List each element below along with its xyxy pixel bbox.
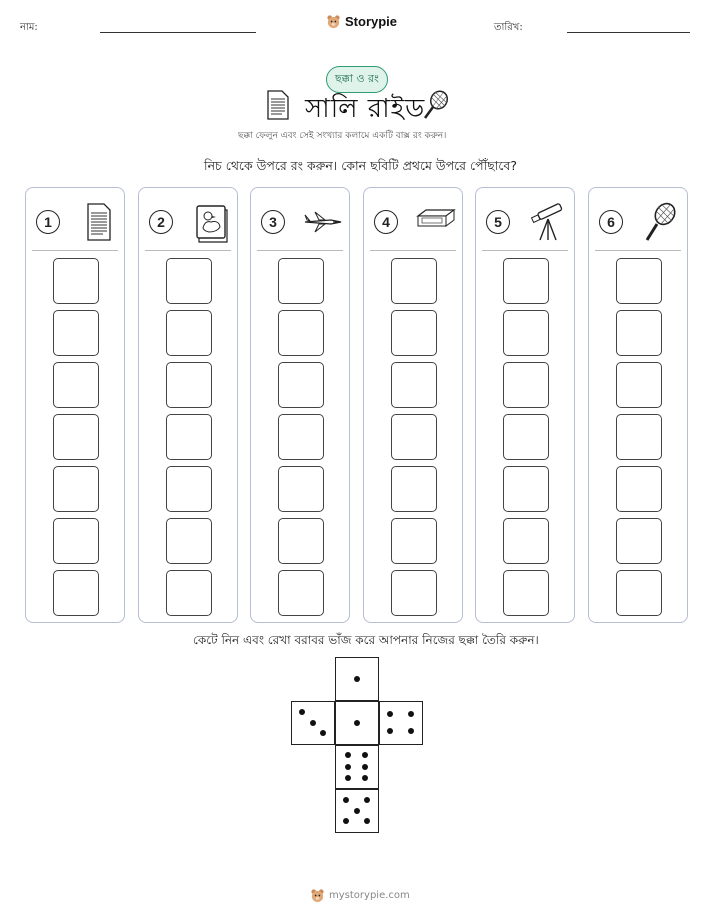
color-box[interactable] xyxy=(616,466,662,512)
mattress-icon xyxy=(414,200,458,244)
divider xyxy=(595,250,681,251)
pip xyxy=(364,797,370,803)
color-box[interactable] xyxy=(503,258,549,304)
column-header xyxy=(259,200,341,248)
column-1 xyxy=(25,187,125,623)
color-box[interactable] xyxy=(616,518,662,564)
instruction: নিচ থেকে উপরে রং করুন। কোন ছবিটি প্রথমে উপরে পৌঁছাবে? xyxy=(204,158,517,173)
column-header xyxy=(34,200,116,248)
color-box[interactable] xyxy=(53,310,99,356)
color-box[interactable] xyxy=(503,518,549,564)
document-icon xyxy=(266,90,290,120)
pip xyxy=(362,752,368,758)
bear-icon xyxy=(310,888,325,903)
color-box[interactable] xyxy=(278,414,324,460)
telescope-icon xyxy=(526,200,570,244)
color-box[interactable] xyxy=(53,258,99,304)
footer xyxy=(310,888,410,903)
pip xyxy=(310,720,316,726)
color-box[interactable] xyxy=(503,570,549,616)
color-box[interactable] xyxy=(278,518,324,564)
color-box[interactable] xyxy=(391,310,437,356)
die-face-6 xyxy=(335,745,379,789)
color-box[interactable] xyxy=(616,310,662,356)
brand-name: Storypie xyxy=(345,14,398,29)
color-box[interactable] xyxy=(391,258,437,304)
die-face-4 xyxy=(379,701,423,745)
color-box[interactable] xyxy=(616,362,662,408)
pip xyxy=(345,752,351,758)
pip xyxy=(343,818,349,824)
color-box[interactable] xyxy=(616,258,662,304)
color-box[interactable] xyxy=(166,258,212,304)
pip xyxy=(354,808,360,814)
column-number: 2 xyxy=(149,210,173,234)
pip xyxy=(354,720,360,726)
divider xyxy=(257,250,343,251)
pip xyxy=(362,775,368,781)
column-header xyxy=(147,200,229,248)
brand-logo xyxy=(326,14,397,29)
color-box[interactable] xyxy=(166,518,212,564)
column-3 xyxy=(250,187,350,623)
die-face-5 xyxy=(335,789,379,833)
pip xyxy=(320,730,326,736)
page-title: সালি রাইড xyxy=(305,94,426,124)
column-header xyxy=(484,200,566,248)
color-box[interactable] xyxy=(278,466,324,512)
pip xyxy=(408,728,414,734)
tennis-racket-icon xyxy=(423,90,449,120)
color-box[interactable] xyxy=(166,362,212,408)
die-face-1 xyxy=(335,657,379,701)
date-line[interactable] xyxy=(567,32,690,33)
column-2 xyxy=(138,187,238,623)
pip xyxy=(387,711,393,717)
color-box[interactable] xyxy=(391,570,437,616)
pip xyxy=(299,709,305,715)
column-number: 6 xyxy=(599,210,623,234)
pip xyxy=(354,676,360,682)
fighter-jet-icon xyxy=(301,200,345,244)
column-number: 1 xyxy=(36,210,60,234)
date-label: তারিখ: xyxy=(494,22,523,33)
game-badge: ছক্কা ও রং xyxy=(326,66,388,93)
color-box[interactable] xyxy=(503,414,549,460)
pip xyxy=(362,764,368,770)
color-box[interactable] xyxy=(278,362,324,408)
column-header xyxy=(372,200,454,248)
footer-url: mystorypie.com xyxy=(329,890,410,901)
pip xyxy=(387,728,393,734)
color-box[interactable] xyxy=(616,414,662,460)
color-box[interactable] xyxy=(616,570,662,616)
color-box[interactable] xyxy=(53,362,99,408)
color-box[interactable] xyxy=(166,570,212,616)
cut-instruction: কেটে নিন এবং রেখা বরাবর ভাঁজ করে আপনার নিজের ছক্কা তৈরি করুন। xyxy=(193,633,539,647)
subtitle: ছক্কা ফেলুন এবং সেই সংখ্যার কলামে একটি বাক্স রং করুন। xyxy=(238,131,447,141)
divider xyxy=(32,250,118,251)
color-box[interactable] xyxy=(391,518,437,564)
divider xyxy=(370,250,456,251)
name-label: নাম: xyxy=(20,22,38,33)
color-box[interactable] xyxy=(278,258,324,304)
color-box[interactable] xyxy=(278,570,324,616)
column-6 xyxy=(588,187,688,623)
pip xyxy=(345,764,351,770)
color-box[interactable] xyxy=(166,414,212,460)
column-number: 4 xyxy=(374,210,398,234)
column-4 xyxy=(363,187,463,623)
column-number: 3 xyxy=(261,210,285,234)
duck-book-icon xyxy=(189,200,233,244)
document-icon xyxy=(76,200,120,244)
column-header xyxy=(597,200,679,248)
color-box[interactable] xyxy=(53,570,99,616)
color-box[interactable] xyxy=(503,362,549,408)
color-box[interactable] xyxy=(391,466,437,512)
color-box[interactable] xyxy=(166,466,212,512)
divider xyxy=(145,250,231,251)
pip xyxy=(364,818,370,824)
tennis-racket-icon xyxy=(639,200,683,244)
die-face-3 xyxy=(291,701,335,745)
color-box[interactable] xyxy=(391,414,437,460)
die-face-1 xyxy=(335,701,379,745)
color-box[interactable] xyxy=(53,466,99,512)
color-box[interactable] xyxy=(278,310,324,356)
divider xyxy=(482,250,568,251)
pip xyxy=(343,797,349,803)
color-box[interactable] xyxy=(53,518,99,564)
color-box[interactable] xyxy=(53,414,99,460)
name-line[interactable] xyxy=(100,32,256,33)
bear-icon xyxy=(326,14,341,29)
column-5 xyxy=(475,187,575,623)
color-box[interactable] xyxy=(166,310,212,356)
color-box[interactable] xyxy=(391,362,437,408)
pip xyxy=(345,775,351,781)
color-box[interactable] xyxy=(503,466,549,512)
column-number: 5 xyxy=(486,210,510,234)
pip xyxy=(408,711,414,717)
color-box[interactable] xyxy=(503,310,549,356)
